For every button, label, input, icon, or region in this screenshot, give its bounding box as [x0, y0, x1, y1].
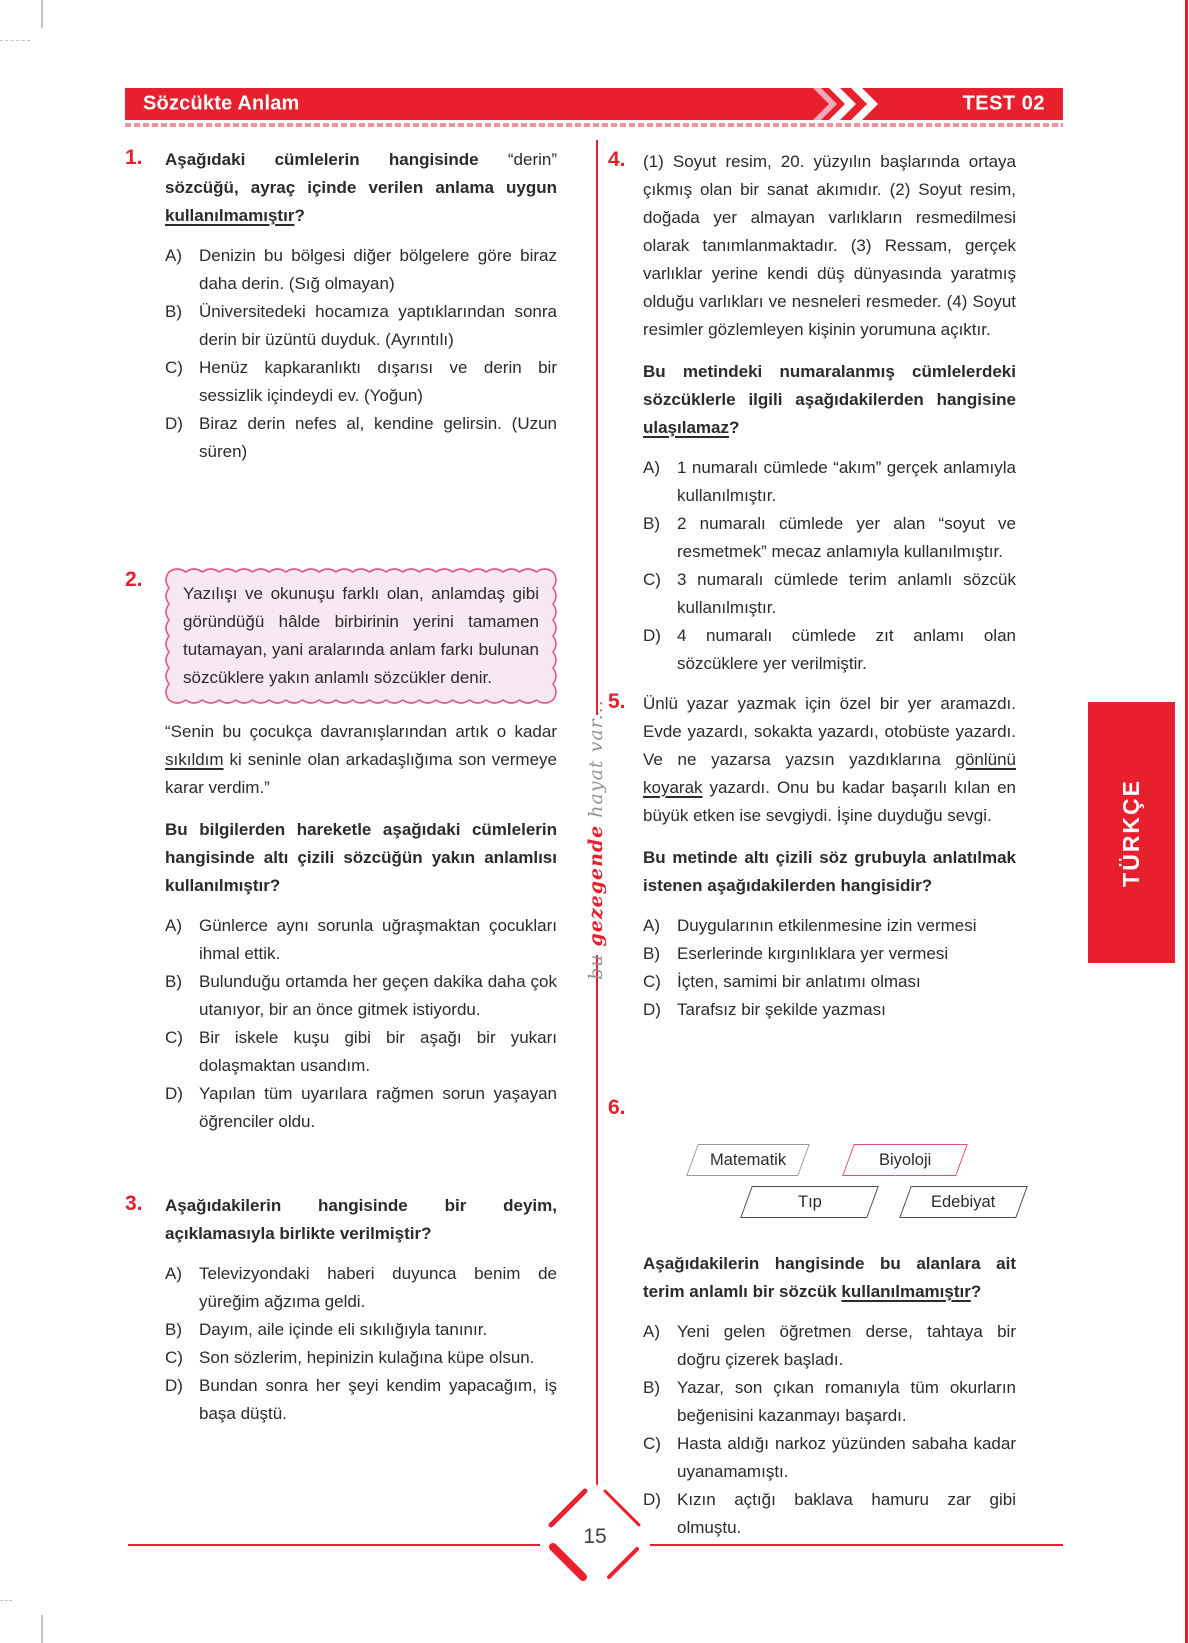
question-number: 2. [125, 568, 143, 591]
crop-mark [0, 40, 30, 41]
text-segment: “Senin bu çocukça davranışlarından artık o kadar [165, 722, 557, 741]
option-label: B) [165, 302, 182, 321]
option-text: Bir iskele kuşu gibi bir aşağı bir yukarı dolaşmaktan usandım. [199, 1028, 557, 1075]
option-label: A) [643, 916, 660, 935]
option-label: C) [165, 358, 183, 377]
text-segment: kullanılmamıştır [841, 1282, 971, 1301]
option-label: C) [643, 1434, 661, 1453]
question-body [165, 568, 557, 1136]
option-text: İçten, samimi bir anlatımı olması [677, 972, 921, 991]
parallelogram-biyoloji [842, 1144, 968, 1176]
option-text: Denizin bu bölgesi diğer bölgelere göre biraz daha derin. (Sığ olmayan) [199, 246, 557, 293]
page-title: Sözcükte Anlam [143, 92, 300, 115]
footer-rule-right [650, 1544, 1063, 1546]
option-b [643, 940, 1016, 968]
option-a [643, 1318, 1016, 1374]
chevron-right-icon [813, 88, 893, 120]
option-text: 1 numaralı cümlede “akım” gerçek anlamıyla kullanılmıştır. [677, 458, 1016, 505]
option-label: B) [643, 514, 660, 533]
option-label: D) [643, 1490, 661, 1509]
passage-paragraph [643, 690, 1016, 830]
option-c [643, 968, 1016, 996]
option-text: 4 numaralı cümlede zıt anlamı olan sözcüklere yer verilmiştir. [677, 626, 1016, 673]
question-stem [165, 816, 557, 900]
text-segment: ? [729, 418, 740, 437]
question-2 [125, 568, 557, 1136]
option-d [165, 1080, 557, 1136]
option-text: Duygularının etkilenmesine izin vermesi [677, 916, 977, 935]
page-number: 15 [583, 1525, 607, 1548]
option-label: D) [165, 1084, 183, 1103]
option-label: A) [643, 458, 660, 477]
option-label: C) [165, 1348, 183, 1367]
text-segment: sözcüğü, ayraç içinde verilen anlama uygun [165, 178, 557, 197]
crop-mark [41, 1615, 43, 1643]
text-segment: Bu metindeki numaralanmış cümlelerdeki sözcüklerle ilgili aşağıdakilerden hangisine [643, 362, 1016, 409]
option-text: Günlerce aynı sorunla uğraşmaktan çocukları ihmal ettik. [199, 916, 557, 963]
text-segment: Aşağıdakilerin hangisinde bir deyim, açıklamasıyla birlikte verilmiştir? [165, 1196, 557, 1243]
text-segment: ? [970, 1282, 982, 1301]
option-text: Yapılan tüm uyarılara rağmen sorun yaşayan öğrenciler oldu. [199, 1084, 557, 1131]
option-c [643, 1430, 1016, 1486]
question-1 [125, 146, 557, 466]
option-text: Televizyondaki haberi duyunca benim de yüreğim ağzıma geldi. [199, 1264, 557, 1311]
parallelogram-matematik [686, 1144, 810, 1176]
question-number: 1. [125, 146, 143, 169]
question-stem [643, 358, 1016, 442]
shape-label: Tıp [797, 1193, 822, 1211]
column-divider [596, 955, 598, 1505]
text-segment: Ünlü yazar yazmak için özel bir yer aramazdı. Evde yazardı, sokakta yazardı, otobüste yazardı. Ve ne yazarsa yazsın yazdıklarına [643, 694, 1016, 769]
text-segment: sıkıldım [165, 750, 224, 769]
question-stem [165, 1192, 557, 1248]
option-text: Son sözlerim, hepinizin kulağına küpe olsun. [199, 1348, 535, 1367]
option-c [165, 1024, 557, 1080]
text-segment: Bu bilgilerden hareketle aşağıdaki cümlelerin hangisinde altı çizili sözcüğün yakın anlamlısı kullanılmıştır? [165, 820, 557, 895]
option-text: 3 numaralı cümlede terim anlamlı sözcük kullanılmıştır. [677, 570, 1016, 617]
option-text: Yeni gelen öğretmen derse, tahtaya bir doğru çizerek başladı. [677, 1322, 1016, 1369]
option-a [643, 912, 1016, 940]
watermark-text: bu gezegende hayat var... [585, 699, 607, 981]
option-text: Biraz derin nefes al, kendine gelirsin. (Uzun süren) [199, 414, 557, 461]
option-label: B) [165, 972, 182, 991]
option-label: C) [165, 1028, 183, 1047]
option-b [165, 1316, 557, 1344]
option-label: A) [165, 1264, 182, 1283]
option-label: B) [643, 944, 660, 963]
parallelogram-tıp [740, 1186, 879, 1218]
subject-tab-label: TÜRKÇE [1118, 778, 1144, 887]
option-text: Kızın açtığı baklava hamuru zar gibi olmuştu. [677, 1490, 1016, 1537]
text-segment: yazardı. Onu bu kadar başarılı kılan en büyük etken ise sevgiydi. İşine duyduğu sevgi. [643, 778, 1016, 825]
question-body [165, 1192, 557, 1428]
shape-label: Matematik [709, 1151, 787, 1169]
option-label: B) [165, 1320, 182, 1339]
question-6 [608, 1096, 1016, 1542]
option-text: Bulunduğu ortamda her geçen dakika daha çok utanıyor, bir an önce gitmek istiyordu. [199, 972, 557, 1019]
text-segment: “derin” [507, 150, 557, 169]
option-label: A) [165, 916, 182, 935]
definition-box [165, 568, 557, 704]
option-d [643, 996, 1016, 1024]
option-d [643, 622, 1016, 678]
option-b [165, 298, 557, 354]
quote-paragraph [165, 718, 557, 802]
passage-paragraph [643, 148, 1016, 344]
text-segment: Bu metinde altı çizili söz grubuyla anlatılmak istenen aşağıdakilerden hangisidir? [643, 848, 1016, 895]
text-segment: Aşağıdaki cümlelerin hangisinde [165, 150, 508, 169]
footer-rule-left [128, 1544, 540, 1546]
text-segment: kullanılmamıştır [165, 206, 295, 225]
option-text: Üniversitedeki hocamıza yaptıklarından sonra derin bir üzüntü duyduk. (Ayrıntılı) [199, 302, 557, 349]
option-label: C) [643, 570, 661, 589]
crop-mark [41, 0, 43, 28]
option-text: Bundan sonra her şeyi kendim yapacağım, iş başa düştü. [199, 1376, 557, 1423]
shape-label: Biyoloji [878, 1151, 932, 1169]
column-divider [596, 140, 598, 715]
question-stem [165, 146, 557, 230]
option-text: Eserlerinde kırgınlıklara yer vermesi [677, 944, 949, 963]
option-text: Tarafsız bir şekilde yazması [677, 1000, 886, 1019]
option-text: Henüz kapkaranlıktı dışarısı ve derin bir sessizlik içindeydi ev. (Yoğun) [199, 358, 557, 405]
header-dashed-strip [125, 123, 1063, 127]
option-label: A) [165, 246, 182, 265]
option-c [165, 1344, 557, 1372]
option-label: A) [643, 1322, 660, 1341]
option-b [165, 968, 557, 1024]
question-number: 3. [125, 1192, 143, 1215]
option-b [643, 1374, 1016, 1430]
question-body [643, 690, 1016, 1024]
option-d [643, 1486, 1016, 1542]
text-segment: ki seninle olan arkadaşlığıma son vermeye karar verdim.” [165, 750, 557, 797]
crop-mark [0, 1600, 12, 1601]
option-c [643, 566, 1016, 622]
option-label: D) [643, 626, 661, 645]
page-header [125, 88, 1063, 120]
subject-tab-turkce [1088, 702, 1175, 963]
option-a [643, 454, 1016, 510]
text-segment: Aşağıdakilerin hangisinde bu alanlara ait terim anlamlı bir sözcük [643, 1254, 1016, 1301]
question-number: 4. [608, 148, 626, 171]
question-number: 6. [608, 1096, 626, 1119]
question-body [643, 148, 1016, 678]
option-text: Hasta aldığı narkoz yüzünden sabaha kadar uyanamamıştı. [677, 1434, 1016, 1481]
question-number: 5. [608, 690, 626, 713]
page-number-badge [525, 1465, 665, 1605]
text-segment: gönlünü koyarak [643, 750, 1016, 797]
option-label: C) [643, 972, 661, 991]
option-label: D) [165, 414, 183, 433]
question-body [643, 1144, 1016, 1542]
option-a [165, 1260, 557, 1316]
question-4 [608, 148, 1016, 678]
option-c [165, 354, 557, 410]
option-text: Yazar, son çıkan romanıyla tüm okurların beğenisini kazanmayı başardı. [677, 1378, 1016, 1425]
definition-text: Yazılışı ve okunuşu farklı olan, anlamdaş gibi göründüğü hâlde birbirinin yerini tamamen tutamayan, yani aralarında anlam farkı bulunan sözcüklere yakın anlamlı sözcükler denir. [183, 584, 539, 687]
question-5 [608, 690, 1016, 1024]
question-body [165, 146, 557, 466]
question-3 [125, 1192, 557, 1428]
shape-label: Edebiyat [931, 1193, 996, 1211]
option-label: D) [643, 1000, 661, 1019]
test-number-label: TEST 02 [962, 92, 1045, 115]
option-b [643, 510, 1016, 566]
option-text: Dayım, aile içinde eli sıkılığıyla tanınır. [199, 1320, 488, 1339]
option-label: D) [165, 1376, 183, 1395]
option-a [165, 242, 557, 298]
text-segment: ulaşılamaz [643, 418, 729, 437]
text-segment: (1) Soyut resim, 20. yüzyılın başlarında ortaya çıkmış olan bir sanat akımıdır. (2) Soyut resim, doğada yer almayan varlıkların resmedilmesi olarak tanımlanmaktadır. (3) Ressam, gerçek varlıklar yerine kendi düş dünyasında yaratmış olduğu varlıkları ve nesneleri resmeder. (4) Soyut resimler gözlemleyen kişinin yorumuna açıktır. [643, 152, 1016, 339]
option-d [165, 410, 557, 466]
page-edge-accent [1185, 0, 1188, 1643]
option-d [165, 1372, 557, 1428]
text-segment: ? [294, 206, 305, 225]
field-shapes-group [643, 1144, 1016, 1220]
question-stem [643, 844, 1016, 900]
parallelogram-edebiyat [899, 1186, 1028, 1218]
option-a [165, 912, 557, 968]
question-stem [643, 1250, 1016, 1306]
option-label: B) [643, 1378, 660, 1397]
option-text: 2 numaralı cümlede yer alan “soyut ve resmetmek” mecaz anlamıyla kullanılmıştır. [677, 514, 1016, 561]
